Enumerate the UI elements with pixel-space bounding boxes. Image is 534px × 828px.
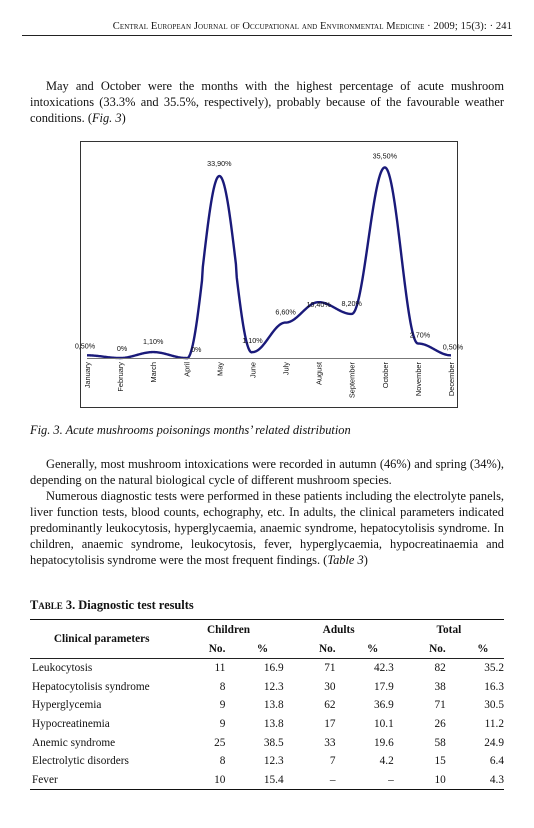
children-no: 11: [214, 662, 226, 675]
table-row: [30, 696, 504, 715]
header-adults-label: Adults: [322, 623, 355, 636]
total-pct: 4.3: [446, 771, 504, 790]
diagnostics-close: ): [363, 553, 368, 567]
adults-pct: 19.6: [374, 736, 394, 749]
tick-label: May: [215, 362, 225, 376]
children-pct: 12.3: [263, 755, 284, 768]
table-number: Table 3.: [30, 598, 76, 612]
row-name: Leukocytosis: [32, 662, 93, 675]
total-pct: 16.3: [484, 680, 504, 693]
children-pct: 12.3: [263, 680, 284, 693]
adults-pct: 42.3: [374, 662, 394, 675]
children-pct: 13.8: [263, 699, 284, 712]
children-pct: 38.5: [263, 736, 284, 749]
data-label: 10,40%: [306, 300, 331, 310]
data-label: 1,10%: [242, 336, 263, 346]
adults-pct: 36.9: [374, 699, 394, 712]
children-no: 8: [219, 755, 226, 768]
header-children-label: Children: [206, 623, 251, 636]
total-no: 38: [434, 680, 446, 693]
tick-label: April: [182, 362, 192, 377]
data-label: 33,90%: [207, 159, 232, 169]
intro-text: May and October were the months with the highest percentage of acute mushroom intoxications (33.3% and 35.5%, respectively), probably because of the favourable weather conditions. (: [30, 79, 504, 125]
data-label: 35,50%: [372, 151, 398, 161]
row-name: Electrolytic disorders: [32, 755, 129, 768]
row-name: Fever: [30, 771, 173, 790]
children-pct: 13.8: [263, 718, 284, 731]
tick-label: September: [347, 362, 357, 399]
header-children-pct: %: [225, 639, 283, 659]
adults-no: 17: [324, 718, 336, 731]
data-label: 0%: [116, 344, 128, 353]
total-pct: 35.2: [484, 662, 504, 675]
total-no: 71: [434, 699, 446, 712]
adults-pct: 10.1: [374, 718, 394, 731]
header-total-label: Total: [436, 623, 462, 636]
table-row: [30, 715, 504, 734]
total-no: 58: [434, 736, 446, 749]
tick-label: October: [380, 362, 390, 389]
total-no: 10: [394, 771, 446, 790]
total-no: 82: [434, 662, 446, 675]
header-total: [394, 620, 504, 640]
data-label: 0%: [191, 345, 202, 354]
header-children: [173, 620, 283, 640]
children-no: 8: [219, 680, 226, 693]
children-no: 9: [219, 699, 226, 712]
table-reference: Table 3: [327, 553, 364, 567]
total-pct: 6.4: [489, 755, 504, 768]
running-head: Central European Journal of Occupational and Environmental Medicine · 2009; 15(3): · 241: [22, 21, 512, 36]
data-label: 0,50%: [442, 342, 464, 352]
data-label: 0,50%: [74, 341, 96, 351]
figure-reference: Fig. 3: [91, 111, 122, 125]
figure-3: [74, 141, 464, 408]
table-row: [30, 659, 504, 678]
total-no: 15: [434, 755, 446, 768]
tick-label: August: [314, 362, 324, 386]
tick-label: November: [413, 362, 423, 397]
table-title-text: Diagnostic test results: [75, 598, 194, 612]
line-chart: [74, 142, 464, 407]
tick-label: June: [248, 362, 258, 379]
header-clinical-parameters: Clinical parameters: [30, 620, 173, 659]
header-total-pct: %: [446, 639, 504, 659]
diagnostics-text: Numerous diagnostic tests were performed in these patients including the electrolyte panels, liver function tests, blood counts, echography, etc. In adults, the clinical parameters indicated predominantly leukocytosis, hyperglycaemia, anaemic syndrome, hepatocytolisis syndrome. In children, anaemic syndrome, leukocytosis, fever, hyperglycaemia, hypocreatinaemia and hepatocytolisis syndrome were the most frequent findings. (: [30, 489, 504, 567]
data-label: 8,20%: [341, 298, 362, 308]
header-adults: [284, 620, 394, 640]
adults-pct: 17.9: [374, 680, 394, 693]
total-pct: 30.5: [484, 699, 504, 712]
total-pct: 24.9: [484, 736, 504, 749]
table-row: [30, 678, 504, 697]
adults-no: 7: [329, 755, 336, 768]
header-adults-pct: %: [336, 639, 394, 659]
row-name: Hypocreatinemia: [32, 718, 110, 731]
adults-no: 33: [324, 736, 336, 749]
data-label: 2,70%: [409, 330, 431, 340]
table-group-header: [30, 620, 504, 640]
paragraph-seasonality: Generally, most mushroom intoxications were recorded in autumn (46%) and spring (34%), depending on the natural biological cycle of different mushroom species.: [30, 457, 504, 487]
data-label: 1,10%: [142, 337, 164, 347]
total-pct: 11.2: [484, 718, 504, 731]
children-no: 10: [173, 771, 225, 790]
table-row: [30, 771, 504, 790]
tick-label: February: [116, 362, 126, 392]
adults-no: 71: [324, 662, 336, 675]
table-row: [30, 752, 504, 771]
paragraph-diagnostics: [30, 488, 504, 568]
row-name: Hyperglycemia: [32, 699, 102, 712]
series-line: [87, 167, 451, 358]
tick-label: December: [447, 362, 456, 397]
diagnostic-results-table: [30, 619, 504, 790]
row-name: Hepatocytolisis syndrome: [32, 680, 150, 693]
children-pct: 15.4: [225, 771, 283, 790]
tick-label: January: [83, 362, 92, 389]
tick-label: July: [281, 362, 291, 376]
header-children-no: No.: [173, 639, 225, 659]
intro-close: ): [121, 111, 126, 125]
table-row: [30, 733, 504, 752]
adults-no: 62: [324, 699, 336, 712]
children-no: 9: [219, 718, 226, 731]
adults-pct: –: [336, 771, 394, 790]
table-title: [30, 598, 194, 613]
header-adults-no: No.: [284, 639, 336, 659]
data-label: 6,60%: [275, 307, 296, 317]
children-no: 25: [214, 736, 226, 749]
total-no: 26: [434, 718, 446, 731]
children-pct: 16.9: [263, 662, 284, 675]
adults-no: 30: [324, 680, 336, 693]
tick-label: March: [149, 362, 159, 383]
adults-pct: 4.2: [379, 755, 394, 768]
header-total-no: No.: [394, 639, 446, 659]
intro-paragraph: [30, 78, 504, 126]
adults-no: –: [284, 771, 336, 790]
row-name: Anemic syndrome: [32, 736, 116, 749]
figure-caption: Fig. 3. Acute mushrooms poisonings months’ related distribution: [30, 423, 351, 437]
